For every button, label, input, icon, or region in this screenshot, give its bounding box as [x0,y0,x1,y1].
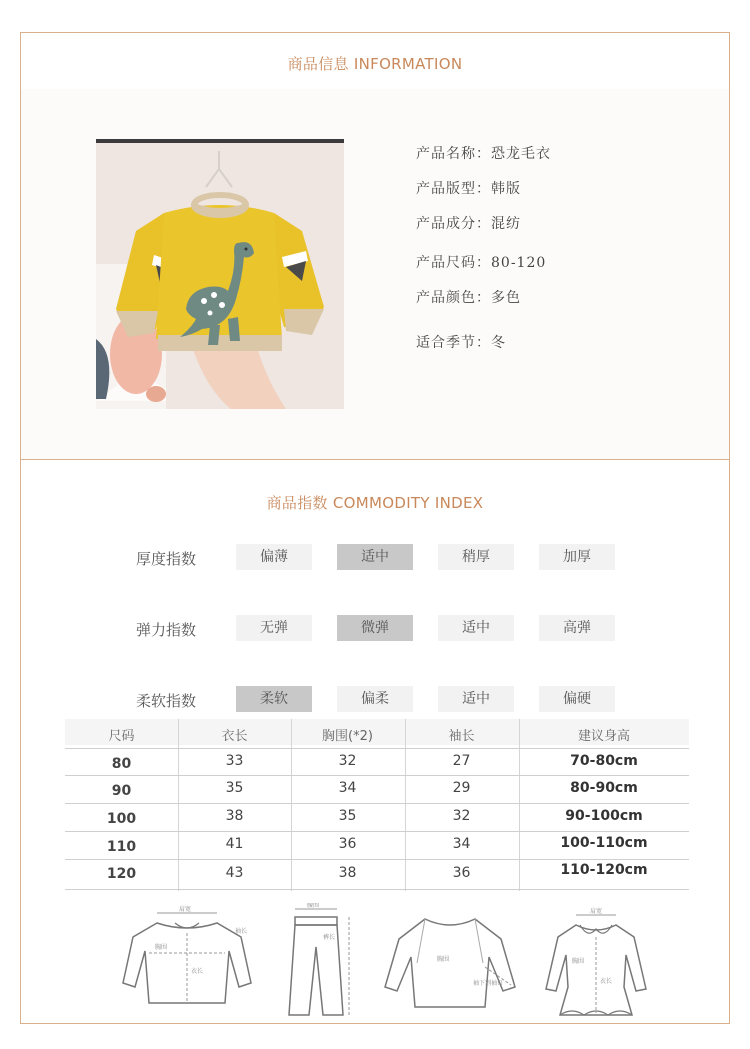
cell-size: 90 [111,783,132,799]
sweater-measure-diagram [117,903,259,1013]
dinosaur-sweater-image [96,139,344,409]
thickness-option-extra-thick: 加厚 [539,544,615,570]
cell-chest: 38 [338,865,357,881]
svg-text:胸围: 胸围 [572,958,585,965]
cell-length: 43 [225,865,244,881]
softness-option-soft: 柔软 [236,686,312,712]
cell-length: 38 [225,808,244,824]
cell-chest: 36 [338,836,357,852]
info-row-material: 产品成分：混纺 [416,216,521,232]
thickness-option-thin: 偏薄 [236,544,312,570]
svg-text:衣长: 衣长 [600,978,613,985]
thickness-label: 厚度指数 [136,550,197,568]
cell-sleeve: 29 [452,780,471,796]
softness-option-fairly-soft: 偏柔 [337,686,413,712]
header-sleeve: 袖长 [448,729,475,744]
svg-text:胸围: 胸围 [155,944,168,951]
raglan-measure-diagram [381,903,521,1013]
cell-sleeve: 27 [452,753,471,769]
svg-text:袖下到袖口: 袖下到袖口 [473,980,504,987]
cell-sleeve: 34 [452,836,471,852]
svg-text:胸围: 胸围 [437,956,450,963]
svg-text:裤长: 裤长 [323,934,336,941]
elasticity-option-high: 高弹 [539,615,615,641]
header-chest: 胸围(*2) [322,729,373,744]
cell-size: 80 [111,756,132,772]
info-section-title: 商品信息 INFORMATION [287,55,463,73]
svg-text:腰围: 腰围 [307,903,320,909]
softness-label: 柔软指数 [136,692,197,710]
info-row-season: 适合季节：冬 [416,335,506,351]
elasticity-option-medium: 适中 [438,615,514,641]
header-size: 尺码 [108,729,135,744]
divider [21,459,729,460]
page-frame [20,32,730,1024]
pants-measure-diagram [279,903,359,1023]
cell-length: 33 [225,753,244,769]
elasticity-option-slight: 微弹 [337,615,413,641]
cell-chest: 34 [338,780,357,796]
cell-height: 100-110cm [560,835,648,851]
svg-text:肩宽: 肩宽 [590,908,603,915]
thickness-option-thick: 稍厚 [438,544,514,570]
svg-text:肩宽: 肩宽 [179,906,192,913]
header-length: 衣长 [221,729,248,744]
cell-size: 120 [106,866,137,882]
header-height: 建议身高 [577,729,630,744]
cell-height: 110-120cm [560,862,648,878]
svg-text:袖长: 袖长 [235,928,248,935]
softness-option-medium: 适中 [438,686,514,712]
info-row-color: 产品颜色：多色 [416,290,521,306]
cell-chest: 32 [338,753,357,769]
dress-measure-diagram [536,903,656,1021]
svg-text:衣长: 衣长 [191,968,204,975]
cell-size: 110 [106,839,137,855]
cell-height: 90-100cm [565,808,643,824]
cell-height: 80-90cm [570,780,638,796]
cell-size: 100 [106,811,137,827]
info-row-fit: 产品版型：韩版 [416,181,521,197]
index-section-title: 商品指数 COMMODITY INDEX [266,494,484,512]
product-photo [96,139,344,409]
elasticity-label: 弹力指数 [136,621,197,639]
cell-height: 70-80cm [570,753,638,769]
elasticity-option-none: 无弹 [236,615,312,641]
cell-chest: 35 [338,808,357,824]
cell-sleeve: 32 [452,808,471,824]
cell-length: 35 [225,780,244,796]
softness-option-hard: 偏硬 [539,686,615,712]
info-row-name: 产品名称：恐龙毛衣 [416,146,551,162]
size-table [65,719,689,891]
thickness-option-medium: 适中 [337,544,413,570]
cell-length: 41 [225,836,244,852]
info-row-size: 产品尺码：80-120 [416,255,547,271]
cell-sleeve: 36 [452,865,471,881]
